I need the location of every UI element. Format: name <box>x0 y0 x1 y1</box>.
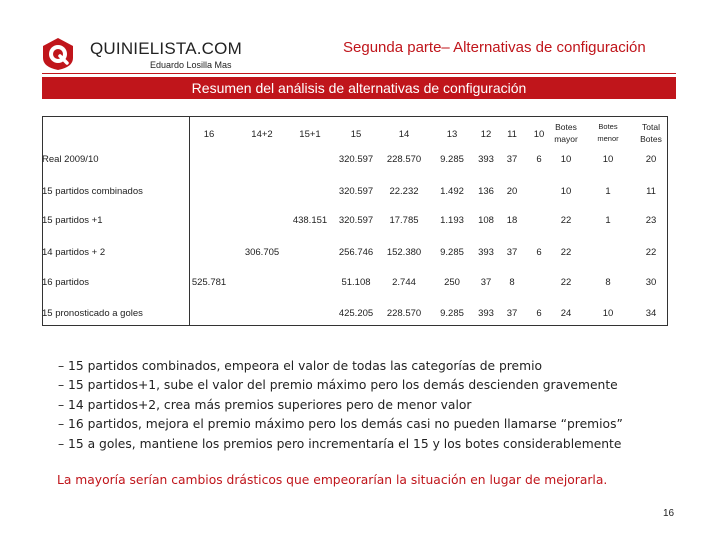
table-cell: 1.492 <box>440 186 464 197</box>
table-cell: 393 <box>478 154 494 165</box>
table-cell: 10 <box>560 186 572 197</box>
row-label: 15 partidos combinados <box>42 186 143 197</box>
table-cell: 1 <box>605 186 611 197</box>
column-header: 15 <box>350 129 362 140</box>
column-header: 16 <box>203 129 215 140</box>
page-number: 16 <box>663 508 675 519</box>
table-cell: 30 <box>645 277 657 288</box>
summary-table <box>42 116 668 326</box>
column-header: 15+1 <box>299 129 321 140</box>
table-cell: 6 <box>536 247 542 258</box>
table-cell: 37 <box>506 247 518 258</box>
row-label: 15 pronosticado a goles <box>42 308 143 319</box>
column-header: Botes menor <box>597 122 619 143</box>
table-cell: 425.205 <box>338 308 374 319</box>
finding-item: – 14 partidos+2, crea más premios superiores pero de menor valor <box>58 397 472 412</box>
finding-item: – 15 partidos combinados, empeora el valor de todas las categorías de premio <box>58 359 543 373</box>
table-cell: 320.597 <box>338 215 374 226</box>
table-cell: 10 <box>560 154 572 165</box>
column-header: 11 <box>507 129 517 140</box>
table-cell: 17.785 <box>389 215 419 226</box>
table-cell: 525.781 <box>191 277 227 288</box>
table-cell: 152.380 <box>386 247 422 258</box>
finding-item: – 15 partidos+1, sube el valor del premio máximo pero los demás descienden gravemente <box>58 378 618 393</box>
table-cell: 24 <box>560 308 572 319</box>
row-label: 14 partidos + 2 <box>42 247 106 258</box>
table-cell: 9.285 <box>440 154 464 165</box>
finding-item: – 16 partidos, mejora el premio máximo pero los demás casi no pueden llamarse “premios” <box>58 417 623 432</box>
slide-title: Segunda parte– Alternativas de configuración <box>343 39 646 56</box>
column-header: 14 <box>398 129 410 140</box>
table-cell: 1 <box>605 215 611 226</box>
table-cell: 20 <box>506 186 518 197</box>
table-cell: 306.705 <box>244 247 280 258</box>
table-cell: 8 <box>509 277 515 288</box>
table-cell: 22 <box>645 247 657 258</box>
table-cell: 320.597 <box>338 186 374 197</box>
table-cell: 8 <box>605 277 611 288</box>
row-label: Real 2009/10 <box>42 154 99 165</box>
table-cell: 23 <box>645 215 657 226</box>
column-header: Total Botes <box>640 122 662 144</box>
author-name: Eduardo Losilla Mas <box>150 60 232 70</box>
table-cell: 22 <box>560 215 572 226</box>
column-header: 13 <box>446 129 458 140</box>
row-label: 16 partidos <box>42 277 90 288</box>
section-banner: Resumen del análisis de alternativas de configuración <box>42 77 676 99</box>
table-cell: 393 <box>478 247 494 258</box>
title-divider <box>42 73 676 74</box>
table-cell: 10 <box>602 154 614 165</box>
table-cell: 2.744 <box>392 277 416 288</box>
table-cell: 250 <box>444 277 460 288</box>
table-cell: 22 <box>560 247 572 258</box>
table-cell: 438.151 <box>292 215 328 226</box>
table-cell: 320.597 <box>338 154 374 165</box>
finding-item: – 15 a goles, mantiene los premios pero incrementaría el 15 y los botes considerablemente <box>58 436 622 451</box>
table-cell: 51.108 <box>341 277 371 288</box>
table-cell: 10 <box>602 308 614 319</box>
table-cell: 1.193 <box>440 215 464 226</box>
column-header: 12 <box>480 129 492 140</box>
brand-name: QUINIELISTA.COM <box>90 39 242 58</box>
table-cell: 22.232 <box>389 186 419 197</box>
table-cell: 6 <box>536 154 542 165</box>
table-cell: 18 <box>506 215 518 226</box>
row-label: 15 partidos +1 <box>42 215 103 226</box>
findings-list <box>58 357 623 454</box>
table-cell: 34 <box>645 308 657 319</box>
table-cell: 6 <box>536 308 542 319</box>
table-cell: 9.285 <box>440 308 464 319</box>
column-header: Botes mayor <box>554 122 578 144</box>
table-cell: 11 <box>646 186 656 197</box>
table-cell: 108 <box>478 215 494 226</box>
column-header: 14+2 <box>251 129 273 140</box>
table-cell: 228.570 <box>386 308 422 319</box>
table-cell: 37 <box>506 308 518 319</box>
table-cell: 37 <box>506 154 518 165</box>
table-cell: 228.570 <box>386 154 422 165</box>
table-divider <box>189 117 190 325</box>
table-cell: 136 <box>478 186 494 197</box>
table-cell: 256.746 <box>338 247 374 258</box>
table-cell: 20 <box>645 154 657 165</box>
table-cell: 9.285 <box>440 247 464 258</box>
table-cell: 37 <box>480 277 492 288</box>
quinielista-logo-icon <box>40 36 76 72</box>
table-cell: 22 <box>560 277 572 288</box>
column-header: 10 <box>533 129 545 140</box>
conclusion-text: La mayoría serían cambios drásticos que empeorarían la situación en lugar de mejorarla. <box>57 473 608 487</box>
table-cell: 393 <box>478 308 494 319</box>
